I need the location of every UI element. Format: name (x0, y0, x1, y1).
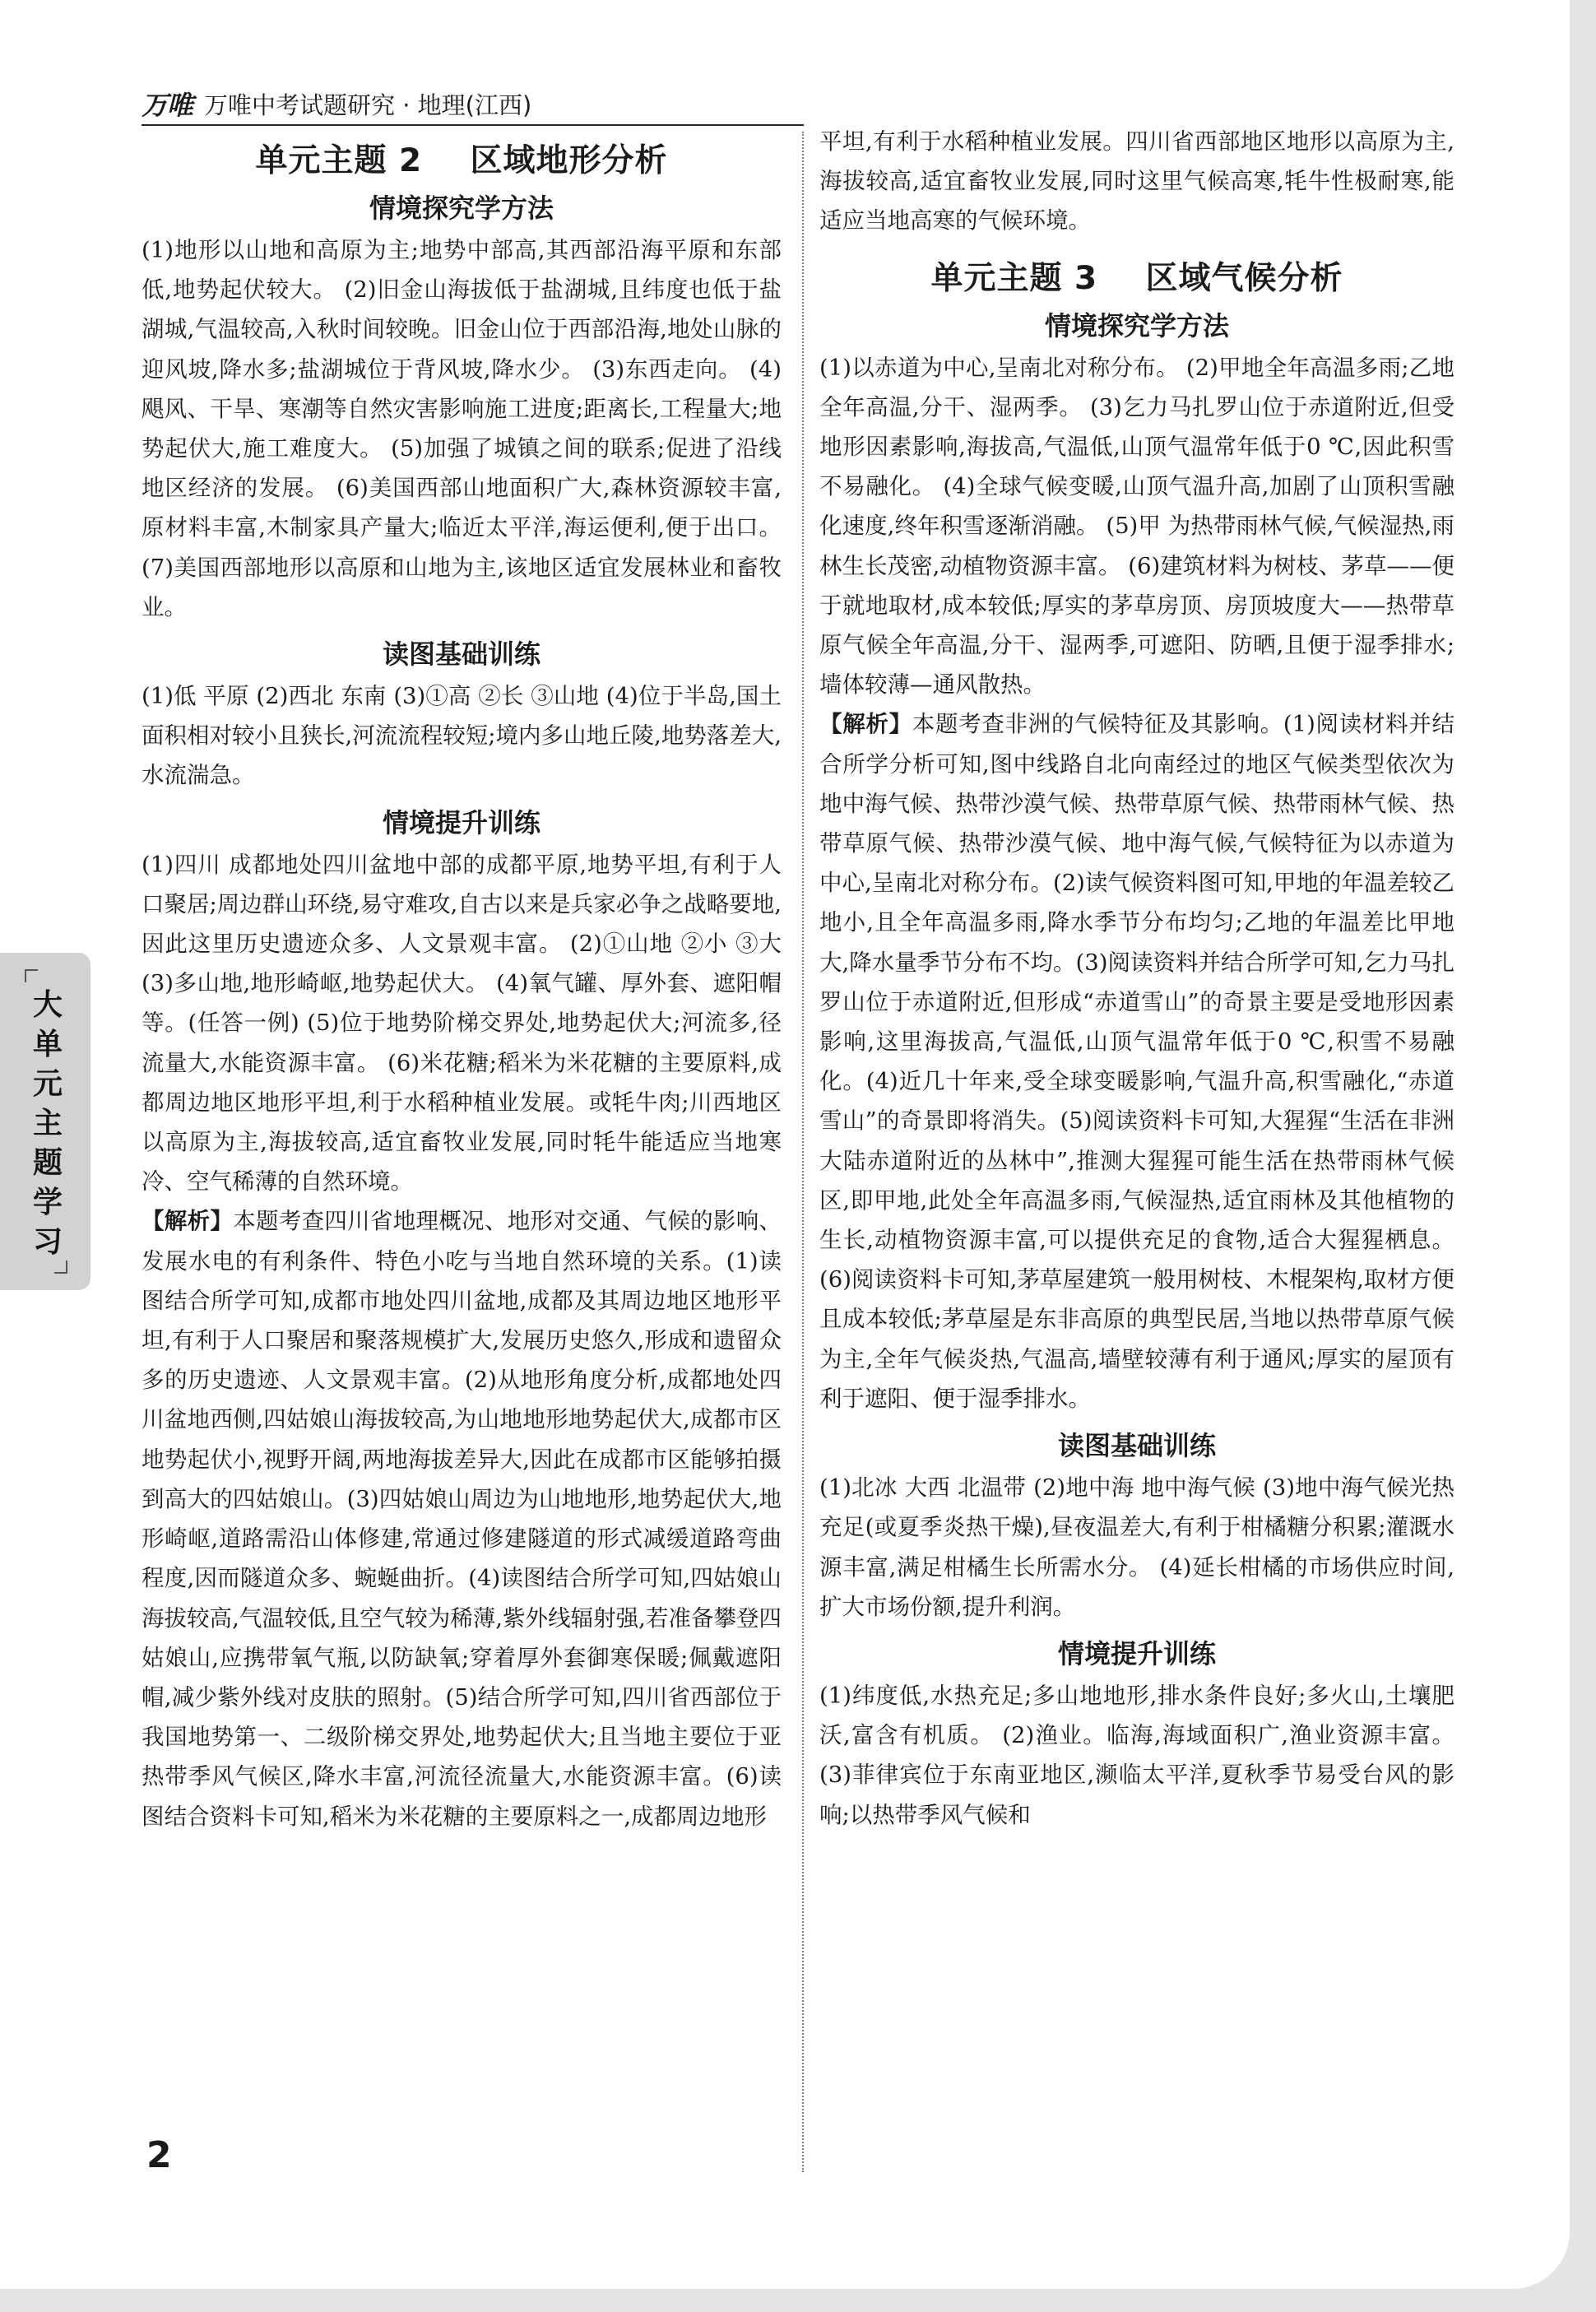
left-analysis-text: 本题考查四川省地理概况、地形对交通、气候的影响、发展水电的有利条件、特色小吃与当地自然环境的关系。(1)读图结合所学可知,成都市地处四川盆地,成都及其周边地区地形平坦,有利于人口聚居和聚落规模扩大,发展历史悠久,形成和遗留众多的历史遗迹、人文景观丰富。(2)从地形角度分析,成都地处四川盆地西侧,四姑娘山海拔较高,为山地地形地势起伏大,成都市区地势起伏小,视野开阔,两地海拔差异大,因此在成都市区能够拍摄到高大的四姑娘山。(3)四姑娘山周边为山地地形,地势起伏大,地形崎岖,道路需沿山体修建,常通过修建隧道的形式减缓道路弯曲程度,因而隧道众多、蜿蜒曲折。(4)读图结合所学可知,四姑娘山海拔较高,气温较低,且空气较为稀薄,紫外线辐射强,若准备攀登四姑娘山,应携带氧气瓶,以防缺氧;穿着厚外套御寒保暖;佩戴遮阳帽,减少紫外线对皮肤的照射。(5)结合所学可知,四川省西部位于我国地势第一、二级阶梯交界处,地势起伏大;且当地主要位于亚热带季风气候区,降水丰富,河流径流量大,水能资源丰富。(6)读图结合资料卡可知,稻米为米花糖的主要原料之一,成都周边地形 (142, 1208, 782, 1830)
right-section-explore-text: (1)以赤道为中心,呈南北对称分布。 (2)甲地全年高温多雨;乙地全年高温,分干、湿两季。 (3)乞力马扎罗山位于赤道附近,但受地形因素影响,海拔高,气温低,山顶气温常年低于0 ℃,因此积雪不易融化。 (4)全球气候变暖,山顶气温升高,加剧了山顶积雪融化速度,终年积雪逐渐消融。 (5)甲 为热带雨林气候,气候湿热,雨林生长茂密,动植物资源丰富。 (6)建筑材料为树枝、茅草——便于就地取材,成本较低;厚实的茅草房顶、房顶坡度大——热带草原气候全年高温,分干、湿两季,可遮阳、防晒,且便于湿季排水;墙体较薄—通风散热。 (819, 354, 1454, 699)
side-tab-label: 大单元主题学习 (32, 988, 63, 1259)
right-section-explore-title: 情境探究学方法 (1044, 309, 1229, 341)
right-section-advanced-text: (1)纬度低,水热充足;多山地地形,排水条件良好;多火山,土壤肥沃,富含有机质。 (2)渔业。临海,海域面积广,渔业资源丰富。 (3)菲律宾位于东南亚地区,濒临太平洋,夏秋季节易受台风的影响;以热带季风气候和 (819, 1682, 1454, 1828)
left-section-map-basic-text: (1)低 平原 (2)西北 东南 (3)①高 ②长 ③山地 (4)位于半岛,国土面积相对较小且狭长,河流流程较短;境内多山地丘陵,地势落差大,水流湍急。 (142, 683, 782, 789)
left-section-advanced-title: 情境提升训练 (382, 806, 541, 838)
side-tab-bracket-bottom (54, 1260, 67, 1274)
left-section-explore-title: 情境探究学方法 (369, 193, 554, 224)
right-analysis-label: 【解析】 (819, 711, 912, 738)
left-section-map-basic-title: 读图基础训练 (382, 638, 541, 671)
header-title: 万唯中考试题研究 · 地理(江西) (204, 91, 532, 119)
left-section-advanced-text: (1)四川 成都地处四川盆地中部的成都平原,地势平坦,有利于人口聚居;周边群山环绕,易守难攻,自古以来是兵家必争之战略要地,因此这里历史遗迹众多、人文景观丰富。 (2)①山地 ②小 ③大 (3)多山地,地形崎岖,地势起伏大。 (4)氧气罐、厚外套、遮阳帽等。(任答一例) (5)位于地势阶梯交界处,地势起伏大;河流多,径流量大,水能资源丰富。 (6)米花糖;稻米为米花糖的主要原料,成都周边地区地形平坦,利于水稻种植业发展。或牦牛肉;川西地区以高原为主,海拔较高,适宜畜牧业发展,同时牦牛能适应当地寒冷、空气稀薄的自然环境。 (142, 851, 782, 1195)
right-section-map-basic-text: (1)北冰 大西 北温带 (2)地中海 地中海气候 (3)地中海气候光热充足(或夏季炎热干燥),昼夜温差大,有利于柑橘糖分积累;灌溉水源丰富,满足柑橘生长所需水分。 (4)延长柑橘的市场供应时间,扩大市场份额,提升利润。 (819, 1474, 1454, 1620)
right-column (819, 122, 1454, 1835)
right-continued-text: 平坦,有利于水稻种植业发展。四川省西部地区地形以高原为主,海拔较高,适宜畜牧业发展,同时这里气候高寒,牦牛性极耐寒,能适应当地高寒的气候环境。 (819, 128, 1454, 234)
left-analysis (142, 1201, 782, 1836)
right-section-advanced-title: 情境提升训练 (1057, 1637, 1216, 1669)
left-column (142, 123, 782, 1836)
right-analysis-text: 本题考查非洲的气候特征及其影响。(1)阅读材料并结合所学分析可知,图中线路自北向南经过的地区气候类型依次为地中海气候、热带沙漠气候、热带草原气候、热带雨林气候、热带草原气候、热带沙漠气候、地中海气候,气候特征为以赤道为中心,呈南北对称分布。(2)读气候资料图可知,甲地的年温差较乙地小,且全年高温多雨,降水季节分布均匀;乙地的年温差比甲地大,降水量季节分布不均。(3)阅读资料并结合所学可知,乞力马扎罗山位于赤道附近,但形成“赤道雪山”的奇景主要是受地形因素影响,这里海拔高,气温低,山顶气温常年低于0 ℃,积雪不易融化。(4)近几十年来,受全球变暖影响,气温升高,积雪融化,“赤道雪山”的奇景即将消失。(5)阅读资料卡可知,大猩猩“生活在非洲大陆赤道附近的丛林中”,推测大猩猩可能生活在热带雨林气候区,即甲地,此处全年高温多雨,气候湿热,适宜雨林及其他植物的生长,动植物资源丰富,可以提供充足的食物,适合大猩猩栖息。(6)阅读资料卡可知,茅草屋建筑一般用树枝、木棍架构,取材方便且成本较低;茅草屋是东非高原的典型民居,当地以热带草原气候为主,全年气候炎热,气温高,墙壁较薄有利于通风;厚实的屋顶有利于遮阳、便于湿季排水。 (819, 711, 1455, 1412)
running-header (142, 86, 531, 122)
left-analysis-label: 【解析】 (142, 1208, 234, 1235)
side-tab (0, 953, 90, 1290)
left-section-explore-text: (1)地形以山地和高原为主;地势中部高,其西部沿海平原和东部低,地势起伏较大。 (2)旧金山海拔低于盐湖城,且纬度也低于盐湖城,气温较高,入秋时间较晚。旧金山位于西部沿海,地处山脉的迎风坡,降水多;盐湖城位于背风坡,降水少。 (3)东西走向。 (4)飓风、干旱、寒潮等自然灾害影响施工进度;距离长,工程量大;地势起伏大,施工难度大。 (5)加强了城镇之间的联系;促进了沿线地区经济的发展。 (6)美国西部山地面积广大,森林资源较丰富,原材料丰富,木制家具产量大;临近太平洋,海运便利,便于出口。 (7)美国西部地形以高原和山地为主,该地区适宜发展林业和畜牧业。 (142, 237, 782, 620)
unit-2-title: 单元主题 2 区域地形分析 (255, 142, 668, 179)
page-number: 2 (146, 2134, 172, 2176)
brand-logo: 万唯 (142, 90, 193, 121)
column-divider (802, 132, 804, 2172)
right-section-map-basic-title: 读图基础训练 (1057, 1430, 1216, 1462)
right-analysis (819, 704, 1454, 1418)
unit-3-title: 单元主题 3 区域气候分析 (930, 259, 1343, 297)
side-tab-bracket-top (25, 969, 38, 982)
